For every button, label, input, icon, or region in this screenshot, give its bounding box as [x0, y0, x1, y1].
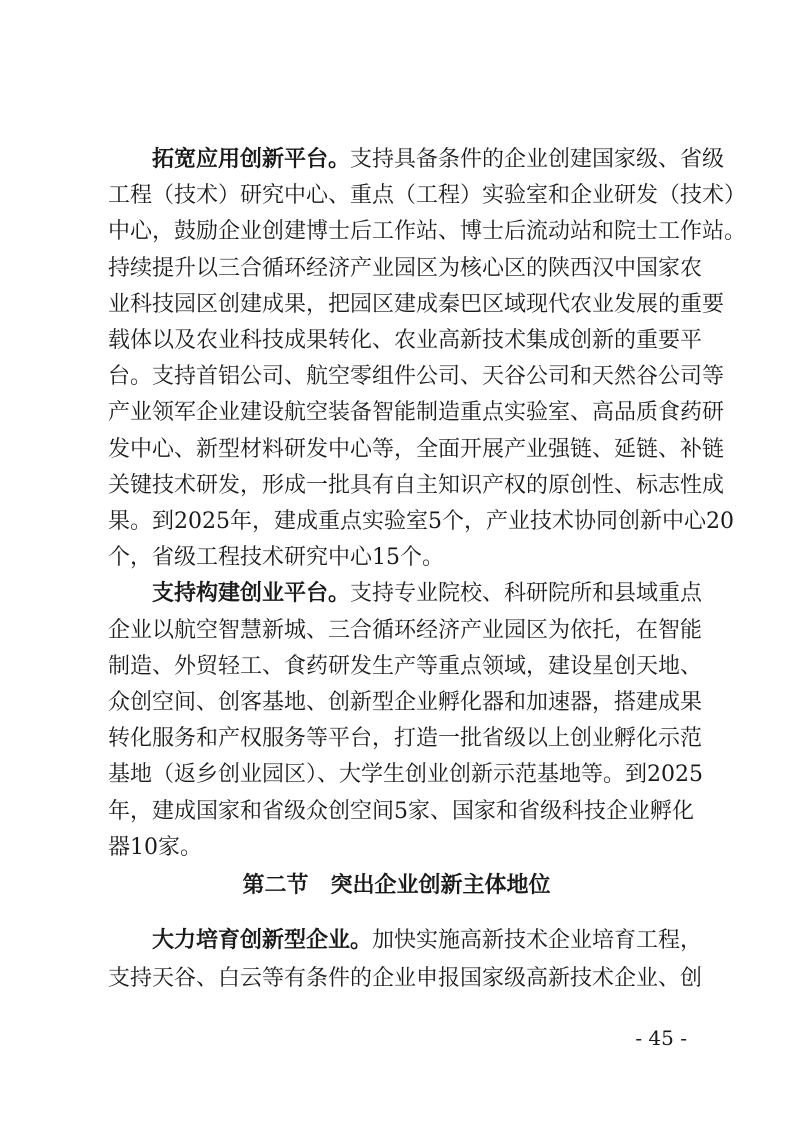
- text-line: 关键技术研发，形成一批具有自主知识产权的原创性、标志性成: [108, 473, 725, 498]
- paragraph-3-text: 加快实施高新技术企业培育工程，: [372, 928, 703, 953]
- text-line: 企业以航空智慧新城、三合循环经济产业园区为依托，在智能: [108, 618, 703, 643]
- paragraph-2-line-1: [152, 576, 703, 612]
- text-line: 工程（技术）研究中心、重点（工程）实验室和企业研发（技术）: [108, 183, 747, 208]
- text-line: 支持天谷、白云等有条件的企业申报国家级高新技术企业、创: [108, 966, 703, 991]
- text-line: 年，建成国家和省级众创空间5家、国家和省级科技企业孵化: [108, 799, 694, 824]
- text-line: 个，省级工程技术研究中心15个。: [108, 545, 444, 570]
- text-line: 发中心、新型材料研发中心等，全面开展产业强链、延链、补链: [108, 437, 725, 462]
- text-line: 中心，鼓励企业创建博士后工作站、博士后流动站和院士工作站。: [108, 219, 747, 244]
- paragraph-1-lead: 拓宽应用创新平台。: [152, 147, 351, 172]
- paragraph-1-text: 支持具备条件的企业创建国家级、省级: [350, 147, 725, 172]
- text-line: 众创空间、创客基地、创新型企业孵化器和加速器，搭建成果: [108, 690, 703, 715]
- text-line: 果。到2025年，建成重点实验室5个，产业技术协同创新中心20: [108, 509, 734, 534]
- section-heading: 第二节 突出企业创新主体地位: [242, 873, 551, 898]
- text-line: 产业领军企业建设航空装备智能制造重点实验室、高品质食药研: [108, 400, 725, 425]
- text-line: 转化服务和产权服务等平台，打造一批省级以上创业孵化示范: [108, 726, 703, 751]
- paragraph-3-line-1: [152, 923, 703, 959]
- text-line: 业科技园区创建成果，把园区建成秦巴区域现代农业发展的重要: [108, 292, 725, 317]
- page-number: - 45 -: [635, 1026, 687, 1050]
- text-line: 持续提升以三合循环经济产业园区为核心区的陕西汉中国家农: [108, 256, 703, 281]
- text-line: 器10家。: [108, 835, 202, 860]
- paragraph-2-text: 支持专业院校、科研院所和县域重点: [350, 581, 703, 606]
- paragraph-3-lead: 大力培育创新型企业。: [152, 928, 373, 953]
- paragraph-2-lead: 支持构建创业平台。: [152, 581, 351, 606]
- text-line: 载体以及农业科技成果转化、农业高新技术集成创新的重要平: [108, 328, 703, 353]
- text-line: 制造、外贸轻工、食药研发生产等重点领域，建设星创天地、: [108, 654, 703, 679]
- text-line: 基地（返乡创业园区）、大学生创业创新示范基地等。到2025: [108, 762, 703, 787]
- text-line: 台。支持首铝公司、航空零组件公司、天谷公司和天然谷公司等: [108, 364, 725, 389]
- paragraph-1-line-1: [152, 142, 725, 178]
